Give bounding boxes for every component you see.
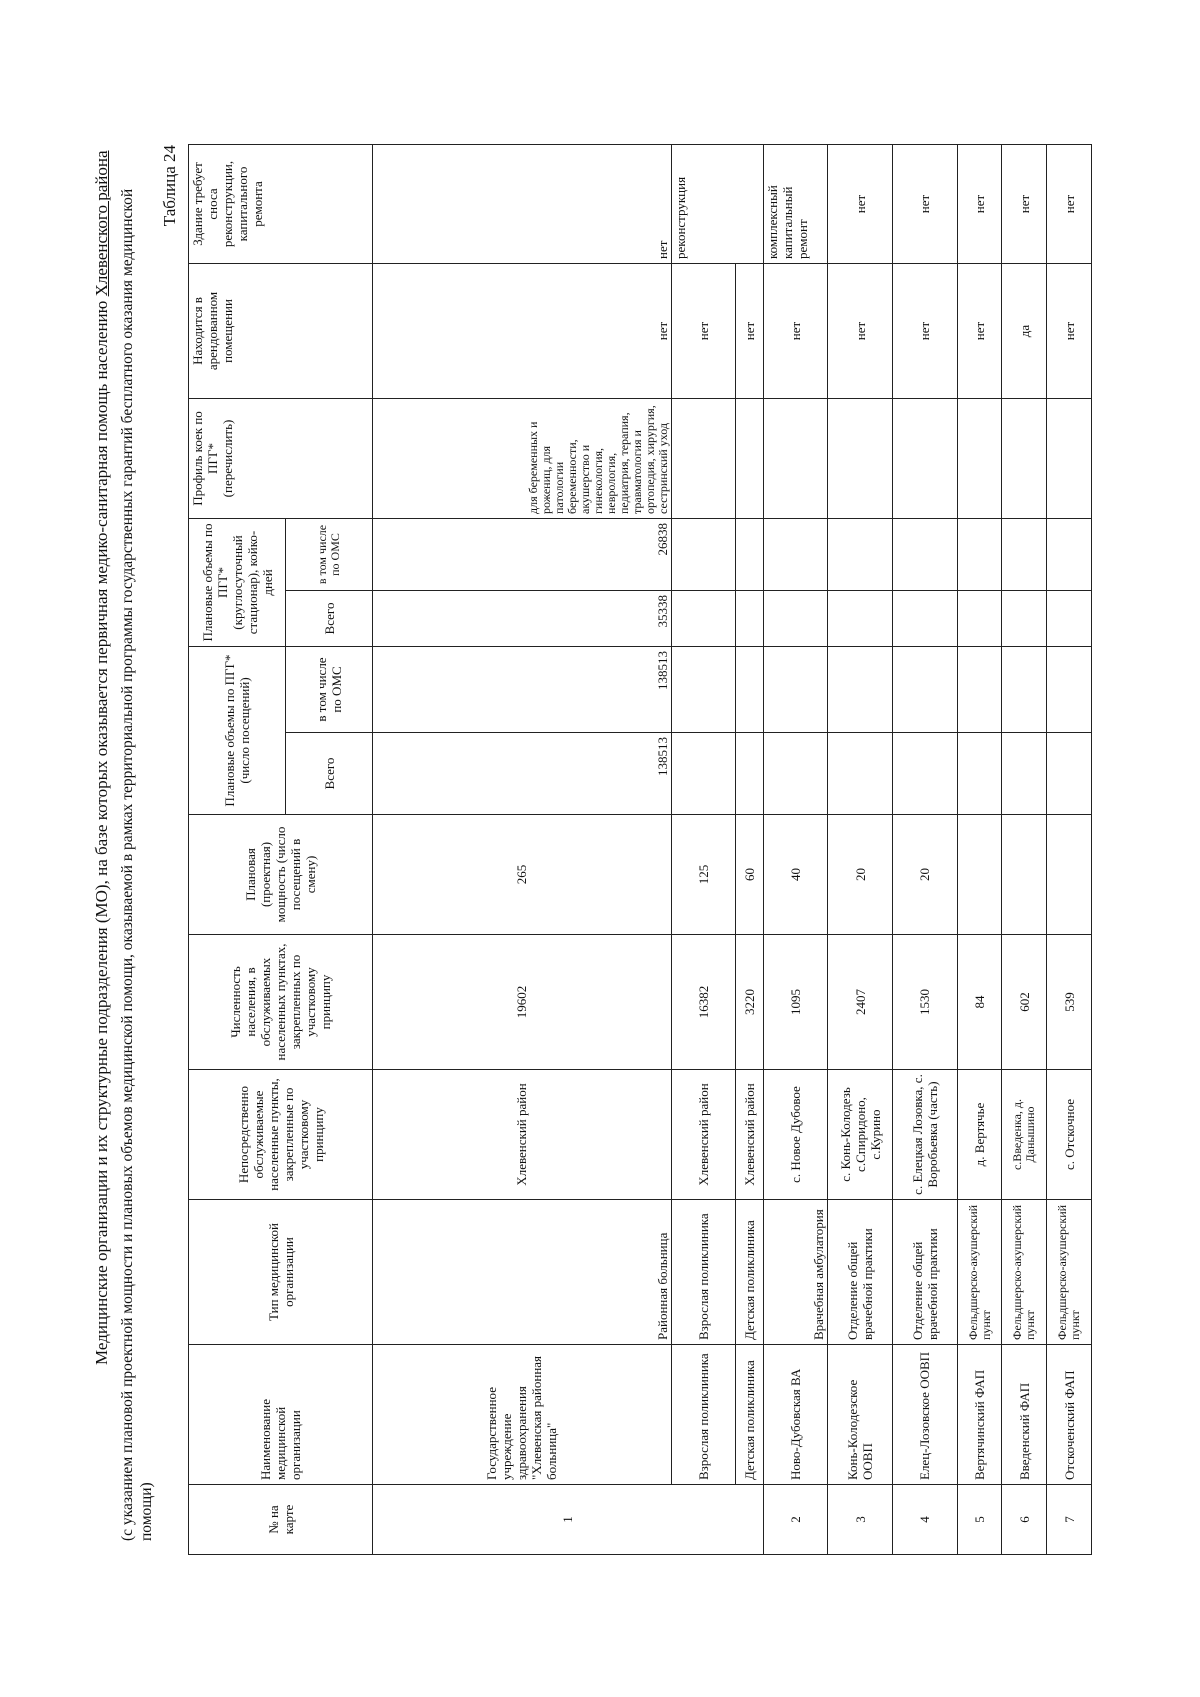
row-type: Отделение общей врачебной практики [892,1200,957,1345]
row-rented: нет [957,263,1002,398]
row-type: Фельдшерско-акушерский пункт [1002,1200,1047,1345]
row-type: Детская поликлиника [736,1200,763,1345]
row-beds-total [828,590,893,646]
table-row [373,144,672,1554]
row-capacity [1002,815,1047,935]
facilities-table [188,144,1092,1555]
row-rented: нет [763,263,828,398]
row-visits-oms [763,646,828,732]
header-capacity: Плановая (проектная) мощность (число посещений в смену) [189,815,373,935]
row-beds-oms [1047,518,1092,590]
header-beds-oms: в том числе по ОМС [286,518,373,590]
row-capacity: 20 [892,815,957,935]
row-population: 602 [1002,935,1047,1070]
row-name: Елец-Лозовское ООВП [892,1345,957,1485]
row-beds-oms: 26838 [373,518,672,590]
row-served: с. Конь-Колодезь с.Спиридоно, с.Курино [828,1070,893,1200]
row-beds-oms [1002,518,1047,590]
row-capacity: 20 [828,815,893,935]
row-name: Государственное учреждение здравоохранения "Хлевенская районная больница" [373,1345,672,1485]
title-district: Хлевенского района [92,150,111,297]
table-row [957,144,1002,1554]
table-row [736,144,763,1554]
document-title [92,150,112,1365]
header-type: Тип медицинской организации [189,1200,373,1345]
row-beds-total [736,590,763,646]
table-number: Таблица 24 [160,145,179,227]
row-type: Фельдшерско-акушерский пункт [1047,1200,1092,1345]
row-served: д. Вертячье [957,1070,1002,1200]
header-name: Наименование медицинской организации [189,1345,373,1485]
row-num: 2 [763,1485,828,1555]
row-population: 3220 [736,935,763,1070]
row-population: 539 [1047,935,1092,1070]
row-num: 4 [892,1485,957,1555]
row-served: с. Новое Дубовое [763,1070,828,1200]
table-row [763,144,828,1554]
row-served: Хлевенский район [373,1070,672,1200]
row-profile: для беременных и рожениц, для патологии беременности, акушерство и гинекология, неврология, педиатрия, терапия, травматология и ортопедия, хирургия, сестринский уход [373,398,672,518]
row-population: 19602 [373,935,672,1070]
row-profile [1002,398,1047,518]
title-text: Медицинские организации и их структурные подразделения (МО), на базе которых оказывается первичная медико-санитарная помощь населению [92,296,111,1365]
row-repair: нет [957,144,1002,263]
header-served: Непосредственно обслуживаемые населенные пункты, закрепленные по участковому принципу [189,1070,373,1200]
row-beds-total [1047,590,1092,646]
rotated-page [90,105,1110,1595]
row-visits-oms [1047,646,1092,732]
row-visits-total [1047,733,1092,815]
row-profile [957,398,1002,518]
row-visits-oms [957,646,1002,732]
row-repair: нет [1002,144,1047,263]
header-profile: Профиль коек по ПГГ* (перечислить) [189,398,373,518]
row-num: 5 [957,1485,1002,1555]
row-population: 2407 [828,935,893,1070]
header-repair: Здание требует сноса реконструкции, капитального ремонта [189,144,373,263]
row-population: 1095 [763,935,828,1070]
row-repair: реконструкция [671,144,763,263]
row-visits-total [892,733,957,815]
table-row [1002,144,1047,1554]
table-row [892,144,957,1554]
row-served: с. Отскочное [1047,1070,1092,1200]
row-population: 84 [957,935,1002,1070]
row-profile [1047,398,1092,518]
row-type: Отделение общей врачебной практики [828,1200,893,1345]
row-num: 3 [828,1485,893,1555]
row-repair: нет [828,144,893,263]
row-rented: да [1002,263,1047,398]
row-visits-total [1002,733,1047,815]
row-beds-total [957,590,1002,646]
row-visits-total [957,733,1002,815]
row-rented: нет [671,263,736,398]
row-profile [892,398,957,518]
row-beds-total [892,590,957,646]
row-type: Взрослая поликлиника [671,1200,736,1345]
row-name: Ново-Дубовская ВА [763,1345,828,1485]
header-beds: Плановые объемы по ПГГ* (круглосуточный стационар), койко-дней [189,518,286,646]
document-subtitle: (с указанием плановой проектной мощности и плановых объемов медицинской помощи, оказываемой в рамках территориальной программы государственных гарантий бесплатного оказания медицинской помощи) [119,188,155,1541]
row-beds-oms [671,518,736,590]
header-visits: Плановые объемы по ПГГ* (число посещений) [189,646,286,814]
row-name: Вертячинский ФАП [957,1345,1002,1485]
row-beds-total: 35338 [373,590,672,646]
row-visits-total [763,733,828,815]
row-name: Введенский ФАП [1002,1345,1047,1485]
row-served: с.Введенка, д. Данышино [1002,1070,1047,1200]
row-beds-oms [892,518,957,590]
header-num: № на карте [189,1485,373,1555]
row-num: 1 [373,1485,764,1555]
row-repair: нет [892,144,957,263]
row-population: 1530 [892,935,957,1070]
row-name: Взрослая поликлиника [671,1345,736,1485]
header-beds-total: Всего [286,590,373,646]
row-repair: комплексный капитальный ремонт [763,144,828,263]
row-visits-total [828,733,893,815]
row-beds-oms [828,518,893,590]
row-served: Хлевенский район [736,1070,763,1200]
row-capacity: 125 [671,815,736,935]
row-rented: нет [892,263,957,398]
header-visits-total: Всего [286,733,373,815]
row-rented: нет [373,263,672,398]
row-beds-total [1002,590,1047,646]
row-num: 6 [1002,1485,1047,1555]
row-capacity: 60 [736,815,763,935]
row-rented: нет [1047,263,1092,398]
row-name: Отскоченский ФАП [1047,1345,1092,1485]
row-capacity [957,815,1002,935]
row-capacity: 40 [763,815,828,935]
header-row [189,144,286,1554]
row-profile [736,398,763,518]
row-visits-oms [1002,646,1047,732]
row-repair: нет [373,144,672,263]
row-type: Районная больница [373,1200,672,1345]
row-visits-total: 138513 [373,733,672,815]
row-beds-total [763,590,828,646]
row-rented: нет [736,263,763,398]
row-visits-oms [671,646,736,732]
row-beds-oms [957,518,1002,590]
table-row [671,144,736,1554]
row-type: Врачебная амбулатория [763,1200,828,1345]
header-population: Численность населения, в обслуживаемых населенных пунктах, закрепленных по участковому принципу [189,935,373,1070]
row-type: Фельдшерско-акушерский пункт [957,1200,1002,1345]
row-rented: нет [828,263,893,398]
row-num: 7 [1047,1485,1092,1555]
row-beds-total [671,590,736,646]
row-served: Хлевенский район [671,1070,736,1200]
row-visits-total [671,733,736,815]
row-visits-oms [892,646,957,732]
row-profile [671,398,736,518]
table-row [1047,144,1092,1554]
row-beds-oms [736,518,763,590]
row-visits-oms: 138513 [373,646,672,732]
row-profile [763,398,828,518]
row-repair: нет [1047,144,1092,263]
row-capacity: 265 [373,815,672,935]
row-served: с. Елецкая Лозовка, с. Воробьевка (часть) [892,1070,957,1200]
table-row [828,144,893,1554]
row-visits-oms [736,646,763,732]
row-beds-oms [763,518,828,590]
header-visits-oms: в том числе по ОМС [286,646,373,732]
row-population: 16382 [671,935,736,1070]
row-name: Конь-Колодезское ООВП [828,1345,893,1485]
row-profile [828,398,893,518]
header-rented: Находится в арендованном помещении [189,263,373,398]
row-name: Детская поликлиника [736,1345,763,1485]
row-visits-total [736,733,763,815]
row-capacity [1047,815,1092,935]
row-visits-oms [828,646,893,732]
